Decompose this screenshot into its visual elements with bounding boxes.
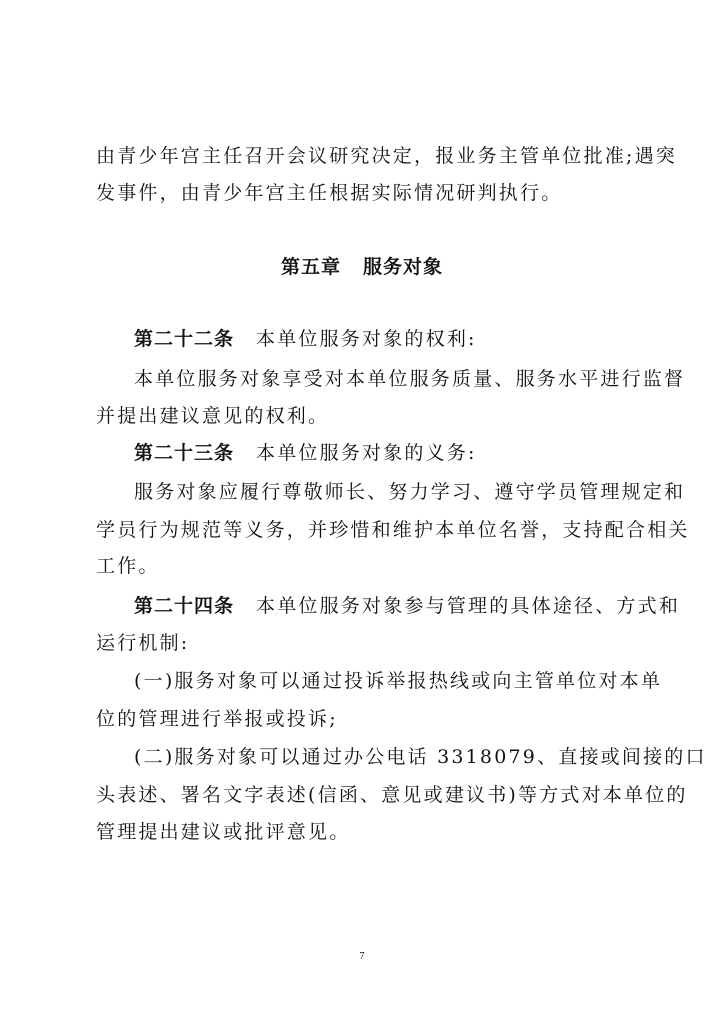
article-24-item-2-line-3: 管理提出建议或批评意见。 [96,821,351,843]
article-22-title: 本单位服务对象的权利: [256,328,477,350]
article-23-title: 本单位服务对象的义务: [256,442,477,464]
article-23-body-line-2: 学员行为规范等义务，并珍惜和维护本单位名誉，支持配合相关 [96,519,690,541]
article-24-heading [134,594,680,618]
article-23-body-line-3: 工作。 [96,555,160,577]
article-23-heading [134,441,477,465]
article-24-title: 本单位服务对象参与管理的具体途径、方式和 [256,595,681,617]
article-24-item-2-line-1: (二)服务对象可以通过办公电话 3318079、直接或间接的口 [134,746,707,768]
article-23-label: 第二十三条 [134,442,235,464]
article-24-heading-line-2: 运行机制: [96,632,190,654]
article-24-label: 第二十四条 [134,595,235,617]
chapter-title: 服务对象 [363,256,444,278]
article-24-item-1-line-1: (一)服务对象可以通过投诉举报热线或向主管单位对本单 [134,670,663,692]
intro-line-1: 由青少年宫主任召开会议研究决定，报业务主管单位批准;遇突 [96,145,678,167]
article-24-item-2-line-2: 头表述、署名文字表述(信函、意见或建议书)等方式对本单位的 [96,784,688,806]
article-22-body-line-2: 并提出建议意见的权利。 [96,405,330,427]
page-number: 7 [359,951,365,962]
article-22-heading [134,327,477,351]
article-23-body-line-1: 服务对象应履行尊敬师长、努力学习、遵守学员管理规定和 [134,481,686,503]
article-22-body-line-1: 本单位服务对象享受对本单位服务质量、服务水平进行监督 [134,368,686,390]
article-22-label: 第二十二条 [134,328,235,350]
chapter-heading [0,255,724,279]
article-24-item-1-line-2: 位的管理进行举报或投诉; [96,708,338,730]
intro-line-2: 发事件，由青少年宫主任根据实际情况研判执行。 [96,182,563,204]
chapter-number: 第五章 [280,256,341,278]
